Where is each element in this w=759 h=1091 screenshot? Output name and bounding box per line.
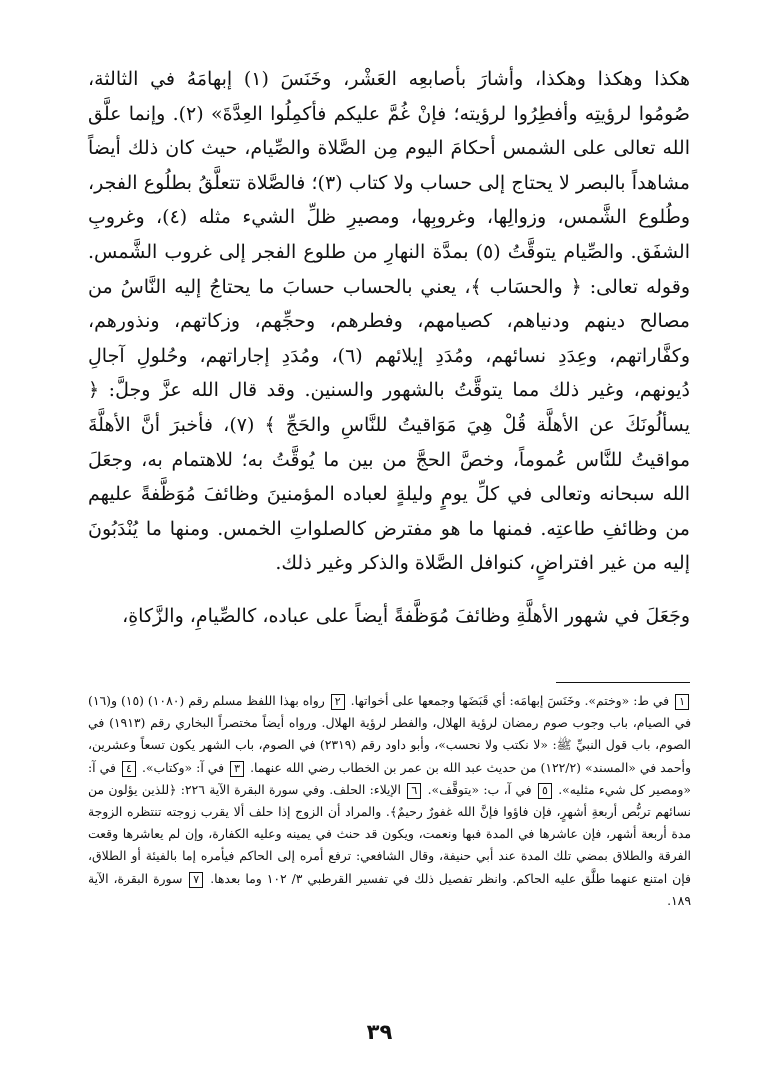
footnote-text: في ط: «وختم». وخَنَسَ إبهامَه: أي قَبَضَها وجمعها على أخواتها. — [350, 693, 670, 708]
footnote-text: في آ، ب: «يتوقَّف». — [427, 781, 532, 797]
footnote-number: ٤ — [122, 761, 136, 777]
footnote-text: سورة البقرة، الآية ١٨٩. — [88, 870, 691, 908]
footnote-text: رواه بهذا اللفظ مسلم رقم (١٠٨٠) (١٥) و(١٦) في الصيام، باب وجوب صوم رمضان لرؤية الهلال، والفطر لرؤية الهلال. ورواه أيضاً مختصراً البخاري رقم (١٩١٣) في الصوم، باب قول النبيِّ ﷺ: «لا نكتب ولا نحسب»، وأبو داود رقم (٢٣١٩) في الصوم، باب الشهر يكون تسعاً وعشرين، وأحمد في «المسند» (١٢٢/٢) من حديث عبد الله بن عمر بن الخطاب رضي الله عنهما. — [88, 693, 691, 775]
main-paragraph: وجَعَلَ في شهور الأهلَّةِ وظائفَ مُوَظَّفةً أيضاً على عباده، كالصِّيامِ، والزَّكاةِ، — [122, 604, 690, 627]
footnote-separator — [556, 682, 690, 683]
footnote-block — [88, 690, 691, 912]
footnotes — [88, 690, 691, 912]
page-number: ٣٩ — [366, 1020, 393, 1044]
footnote-number: ٢ — [331, 694, 345, 710]
footnote-text: في آ: «ومصير كل شيء مثليه». — [88, 759, 691, 797]
main-paragraph: هكذا وهكذا وهكذا، وأشارَ بأصابعِه العَشْر، وخَنَسَ (١) إبهامَهُ في الثالثة، صُومُوا لرؤيتِه وأفطِرُوا لرؤيته؛ فإنْ غُمَّ عليكم فأكمِلُوا العِدَّةَ» (٢). وإنما علَّق الله تعالى على الشمس أحكامَ اليوم مِن الصَّلاة والصِّيام، حيث كان ذلك أيضاً مشاهداً بالبصر لا يحتاج إلى حساب ولا كتاب (٣)؛ فالصَّلاة تتعلَّقُ بطلُوع الفجر، وطُلوع الشَّمس، وزوالِها، وغروبِها، ومصيرِ ظلِّ الشيء مثله (٤)، وغروبِ الشفَق. والصِّيام يتوقَّتُ (٥) بمدَّة النهارِ من طلوع الفجر إلى غروب الشَّمس. وقوله تعالى: ﴿ والحسَاب ﴾، يعني بالحساب حسابَ ما يحتاجُ إليه النَّاسُ من مصالح دينهم ودنياهم، كصيامهم، وفطرهم، وحجِّهم، وزكاتهم، ونذورهم، وكفَّاراتهم، وعِدَدِ نسائهم، ومُدَدِ إيلائهم (٦)، ومُدَدِ إجاراتهم، وحُلولِ آجالِ دُيونهم، وغير ذلك مما يتوقَّتُ بالشهور والسنين. وقد قال الله عزَّ وجلَّ: ﴿ يسألُونَكَ عن الأهلَّة قُلْ هِيَ مَوَاقيتُ للنَّاسِ والحَجِّ ﴾ (٧)، فأخبرَ أنَّ الأهلَّةَ مواقيتُ للنَّاس عُموماً، وخصَّ الحجَّ من بين ما يُوقَّتُ به؛ للاهتمام به، وجعَلَ الله سبحانه وتعالى في كلِّ يومٍ وليلةٍ لعباده المؤمنينَ وظائفَ مُوَظَّفةً عليهم من وظائفِ طاعتِه. فمنها ما هو مفترض كالصلواتِ الخمس. ومنها ما يُنْدَبُونَ إليه من غير افتراضٍ، كنوافل الصَّلاة والذكر وغير ذلك. — [88, 68, 691, 575]
footnote-text: في آ: «وكتاب». — [141, 759, 225, 775]
footnote-number: ٧ — [189, 872, 203, 888]
footnote-number: ٦ — [407, 783, 421, 799]
footnote-text: الإيلاء: الحلف. وفي سورة البقرة الآية ٢٢٦: ﴿للذين يؤلون من نسائهم تربُّص أربعةِ أشهرٍ، فإن فاؤوا فإنَّ الله غفورٌ رحيمٌ﴾. والمراد أن الزوج إذا حلف ألا يقرب زوجته تنتظره الزوجة مدة أربعة أشهر، فإن عاشرها في المدة فبها ونعمت، ويكون قد حنث في يمينه وعليه الكفارة، وإن لم يعاشرها وقعت الفرقة والطلاق بمضي تلك المدة عند أبي حنيفة، وقال الشافعي: ترفع أمره إلى الحاكم فيأمره إما بالفيئة أو الطلاق، فإن امتنع عنهما طلَّق عليه الحاكم. وانظر تفصيل ذلك في تفسير القرطبي ٣/ ١٠٢ وما بعدها. — [88, 781, 691, 886]
footnote-number: ١ — [675, 694, 689, 710]
footnote-number: ٣ — [230, 761, 244, 777]
main-text — [88, 62, 690, 634]
footnote-number: ٥ — [538, 783, 552, 799]
